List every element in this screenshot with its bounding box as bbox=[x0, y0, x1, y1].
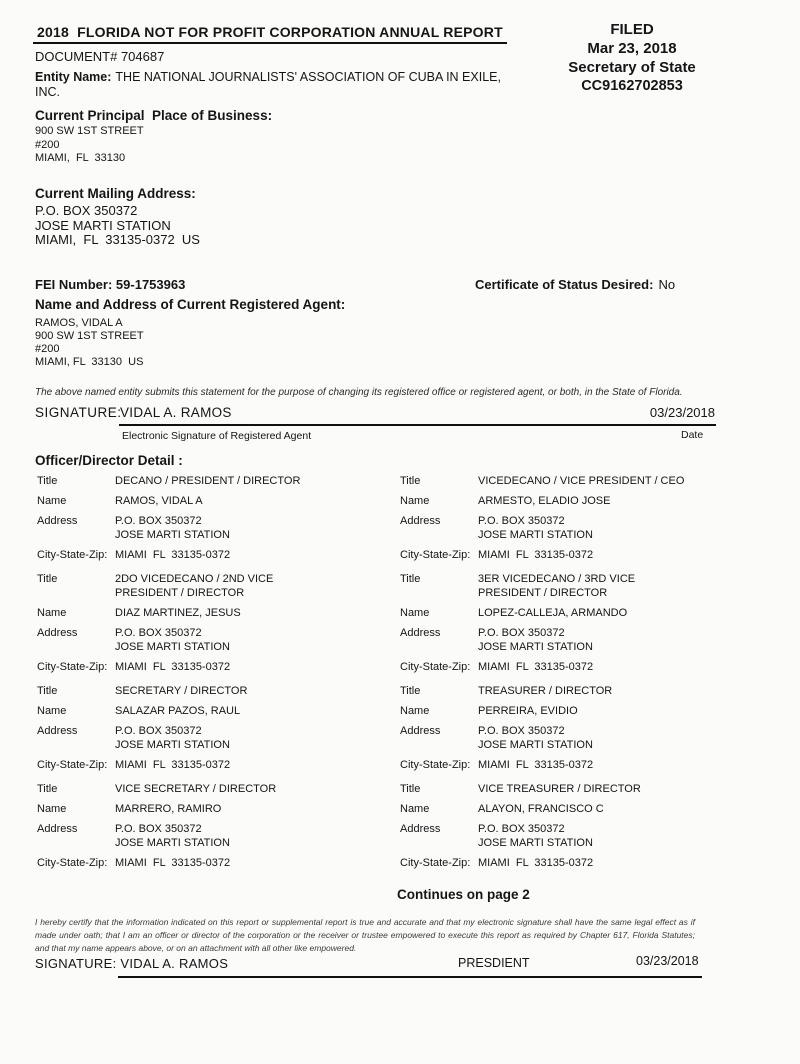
city-label: City-State-Zip: bbox=[37, 661, 108, 673]
officer-column-right bbox=[400, 474, 760, 880]
officer-block bbox=[400, 474, 760, 562]
title-label: Title bbox=[400, 573, 421, 585]
signature-line bbox=[118, 976, 702, 978]
address-label: Address bbox=[37, 823, 78, 835]
officer-address: P.O. BOX 350372 JOSE MARTI STATION bbox=[115, 627, 230, 653]
filed-tracking-number: CC9162702853 bbox=[581, 78, 683, 94]
name-label: Name bbox=[400, 607, 430, 619]
officer-title: VICEDECANO / VICE PRESIDENT / CEO bbox=[478, 475, 685, 487]
officer-title: VICE SECRETARY / DIRECTOR bbox=[115, 783, 277, 795]
entity-name-value: THE NATIONAL JOURNALISTS' ASSOCIATION OF CUBA IN EXILE, INC. bbox=[35, 70, 505, 99]
bottom-signature-label: SIGNATURE: bbox=[35, 956, 117, 971]
principal-place-heading: Current Principal Place of Business: bbox=[35, 108, 273, 123]
fei-label: FEI Number: bbox=[35, 277, 113, 292]
officer-name: DIAZ MARTINEZ, JESUS bbox=[115, 607, 241, 619]
officer-address: P.O. BOX 350372 JOSE MARTI STATION bbox=[478, 515, 593, 541]
officer-address: P.O. BOX 350372 JOSE MARTI STATION bbox=[478, 627, 593, 653]
address-line: #200 bbox=[35, 343, 60, 355]
agent-signature-name: VIDAL A. RAMOS bbox=[120, 405, 232, 420]
officer-name: PERREIRA, EVIDIO bbox=[478, 705, 578, 717]
certificate-of-status-row bbox=[475, 277, 675, 292]
title-label: Title bbox=[37, 573, 58, 585]
filed-date: Mar 23, 2018 bbox=[587, 40, 677, 57]
officer-title: 2DO VICEDECANO / 2ND VICE PRESIDENT / DIRECTOR bbox=[115, 573, 277, 599]
address-line: MIAMI, FL 33135-0372 US bbox=[35, 232, 200, 247]
mailing-address-heading: Current Mailing Address: bbox=[35, 186, 196, 201]
city-label: City-State-Zip: bbox=[37, 759, 108, 771]
mailing-address bbox=[35, 204, 200, 248]
name-label: Name bbox=[37, 803, 67, 815]
officer-title: VICE TREASURER / DIRECTOR bbox=[478, 783, 641, 795]
registered-agent-heading: Name and Address of Current Registered Agent: bbox=[35, 297, 346, 312]
address-line: P.O. BOX 350372 bbox=[35, 203, 138, 218]
title-label: Title bbox=[400, 685, 421, 697]
officer-name: SALAZAR PAZOS, RAUL bbox=[115, 705, 241, 717]
bottom-signature-date: 03/23/2018 bbox=[636, 954, 699, 968]
title-label: Title bbox=[37, 783, 58, 795]
title-label: Title bbox=[37, 475, 58, 487]
officer-address: P.O. BOX 350372 JOSE MARTI STATION bbox=[478, 823, 593, 849]
agent-statement: The above named entity submits this statement for the purpose of changing its registered office or registered agent, or both, in the State of Florida. bbox=[35, 387, 683, 398]
filed-authority: Secretary of State bbox=[568, 59, 696, 76]
officer-title: 3ER VICEDECANO / 3RD VICE PRESIDENT / DIRECTOR bbox=[478, 573, 639, 599]
officer-block bbox=[400, 782, 760, 870]
certification-statement: I hereby certify that the information indicated on this report or supplemental report is true and accurate and that my electronic signature shall have the same legal effect as if made under oath; that I am an officer or director of the corporation or the receiver or trustee empowered to execute this report as required by Chapter 617, Florida Statutes; and that my name appears above, or on an attachment with all other like empowered. bbox=[35, 917, 695, 953]
title-label: Title bbox=[400, 783, 421, 795]
city-label: City-State-Zip: bbox=[400, 661, 471, 673]
document-number: DOCUMENT# 704687 bbox=[35, 49, 165, 64]
officer-city: MIAMI FL 33135-0372 bbox=[478, 549, 594, 561]
officer-name: ALAYON, FRANCISCO C bbox=[478, 803, 604, 815]
address-line: 900 SW 1ST STREET bbox=[35, 125, 144, 137]
agent-signature-date: 03/23/2018 bbox=[649, 405, 715, 420]
officer-block bbox=[37, 684, 387, 772]
officer-address: P.O. BOX 350372 JOSE MARTI STATION bbox=[115, 823, 230, 849]
registered-agent-address bbox=[35, 317, 144, 369]
city-label: City-State-Zip: bbox=[400, 759, 471, 771]
officer-city: MIAMI FL 33135-0372 bbox=[478, 661, 594, 673]
address-line: MIAMI, FL 33130 US bbox=[35, 356, 144, 368]
address-line: MIAMI, FL 33130 bbox=[35, 152, 126, 164]
name-label: Name bbox=[37, 607, 67, 619]
fei-value: 59-1753963 bbox=[115, 277, 186, 292]
officer-address: P.O. BOX 350372 JOSE MARTI STATION bbox=[115, 515, 230, 541]
officer-city: MIAMI FL 33135-0372 bbox=[115, 759, 231, 771]
principal-place-address bbox=[35, 125, 144, 166]
address-label: Address bbox=[37, 725, 78, 737]
date-caption: Date bbox=[681, 429, 704, 441]
officer-city: MIAMI FL 33135-0372 bbox=[115, 857, 231, 869]
page-title: 2018 FLORIDA NOT FOR PROFIT CORPORATION ANNUAL REPORT bbox=[33, 24, 507, 44]
officer-column-left bbox=[37, 474, 387, 880]
address-line: 900 SW 1ST STREET bbox=[35, 330, 144, 342]
filed-status: FILED bbox=[610, 21, 654, 38]
officer-block bbox=[37, 782, 387, 870]
city-label: City-State-Zip: bbox=[37, 549, 108, 561]
address-label: Address bbox=[400, 823, 441, 835]
officer-block bbox=[400, 684, 760, 772]
bottom-signature bbox=[35, 956, 228, 971]
address-label: Address bbox=[400, 627, 441, 639]
signature-caption: Electronic Signature of Registered Agent bbox=[122, 430, 312, 442]
entity-name-block bbox=[35, 70, 505, 99]
title-label: Title bbox=[37, 685, 58, 697]
address-label: Address bbox=[37, 627, 78, 639]
name-label: Name bbox=[37, 495, 67, 507]
officer-city: MIAMI FL 33135-0372 bbox=[478, 857, 594, 869]
officer-title: TREASURER / DIRECTOR bbox=[478, 685, 613, 697]
certificate-of-status-label: Certificate of Status Desired: bbox=[475, 277, 654, 292]
address-label: Address bbox=[400, 515, 441, 527]
officer-address: P.O. BOX 350372 JOSE MARTI STATION bbox=[115, 725, 230, 751]
signature-line bbox=[119, 424, 716, 426]
officer-title: DECANO / PRESIDENT / DIRECTOR bbox=[115, 475, 301, 487]
continues-notice: Continues on page 2 bbox=[397, 887, 530, 902]
city-label: City-State-Zip: bbox=[37, 857, 108, 869]
officer-title: SECRETARY / DIRECTOR bbox=[115, 685, 248, 697]
agent-name-line: RAMOS, VIDAL A bbox=[35, 317, 123, 329]
officer-city: MIAMI FL 33135-0372 bbox=[115, 661, 231, 673]
officer-city: MIAMI FL 33135-0372 bbox=[478, 759, 594, 771]
officer-city: MIAMI FL 33135-0372 bbox=[115, 549, 231, 561]
name-label: Name bbox=[400, 803, 430, 815]
certificate-of-status-value: No bbox=[658, 277, 676, 292]
address-line: #200 bbox=[35, 138, 60, 151]
address-label: Address bbox=[400, 725, 441, 737]
officer-name: RAMOS, VIDAL A bbox=[115, 495, 203, 507]
name-label: Name bbox=[37, 705, 67, 717]
title-label: Title bbox=[400, 475, 421, 487]
officer-detail-heading: Officer/Director Detail : bbox=[35, 453, 183, 468]
city-label: City-State-Zip: bbox=[400, 549, 471, 561]
name-label: Name bbox=[400, 705, 430, 717]
name-label: Name bbox=[400, 495, 430, 507]
officer-name: LOPEZ-CALLEJA, ARMANDO bbox=[478, 607, 628, 619]
entity-name-label: Entity Name: bbox=[35, 70, 112, 84]
bottom-signature-name: VIDAL A. RAMOS bbox=[120, 956, 229, 971]
officer-address: P.O. BOX 350372 JOSE MARTI STATION bbox=[478, 725, 593, 751]
officer-block bbox=[37, 572, 387, 674]
city-label: City-State-Zip: bbox=[400, 857, 471, 869]
address-label: Address bbox=[37, 515, 78, 527]
bottom-signer-title: PRESDIENT bbox=[458, 956, 530, 970]
officer-block bbox=[37, 474, 387, 562]
officer-name: ARMESTO, ELADIO JOSE bbox=[478, 495, 611, 507]
filed-stamp bbox=[543, 20, 721, 96]
officer-name: MARRERO, RAMIRO bbox=[115, 803, 222, 815]
address-line: JOSE MARTI STATION bbox=[35, 217, 171, 233]
fei-number-row bbox=[35, 277, 185, 292]
officer-block bbox=[400, 572, 760, 674]
agent-signature-label: SIGNATURE: bbox=[35, 405, 122, 420]
